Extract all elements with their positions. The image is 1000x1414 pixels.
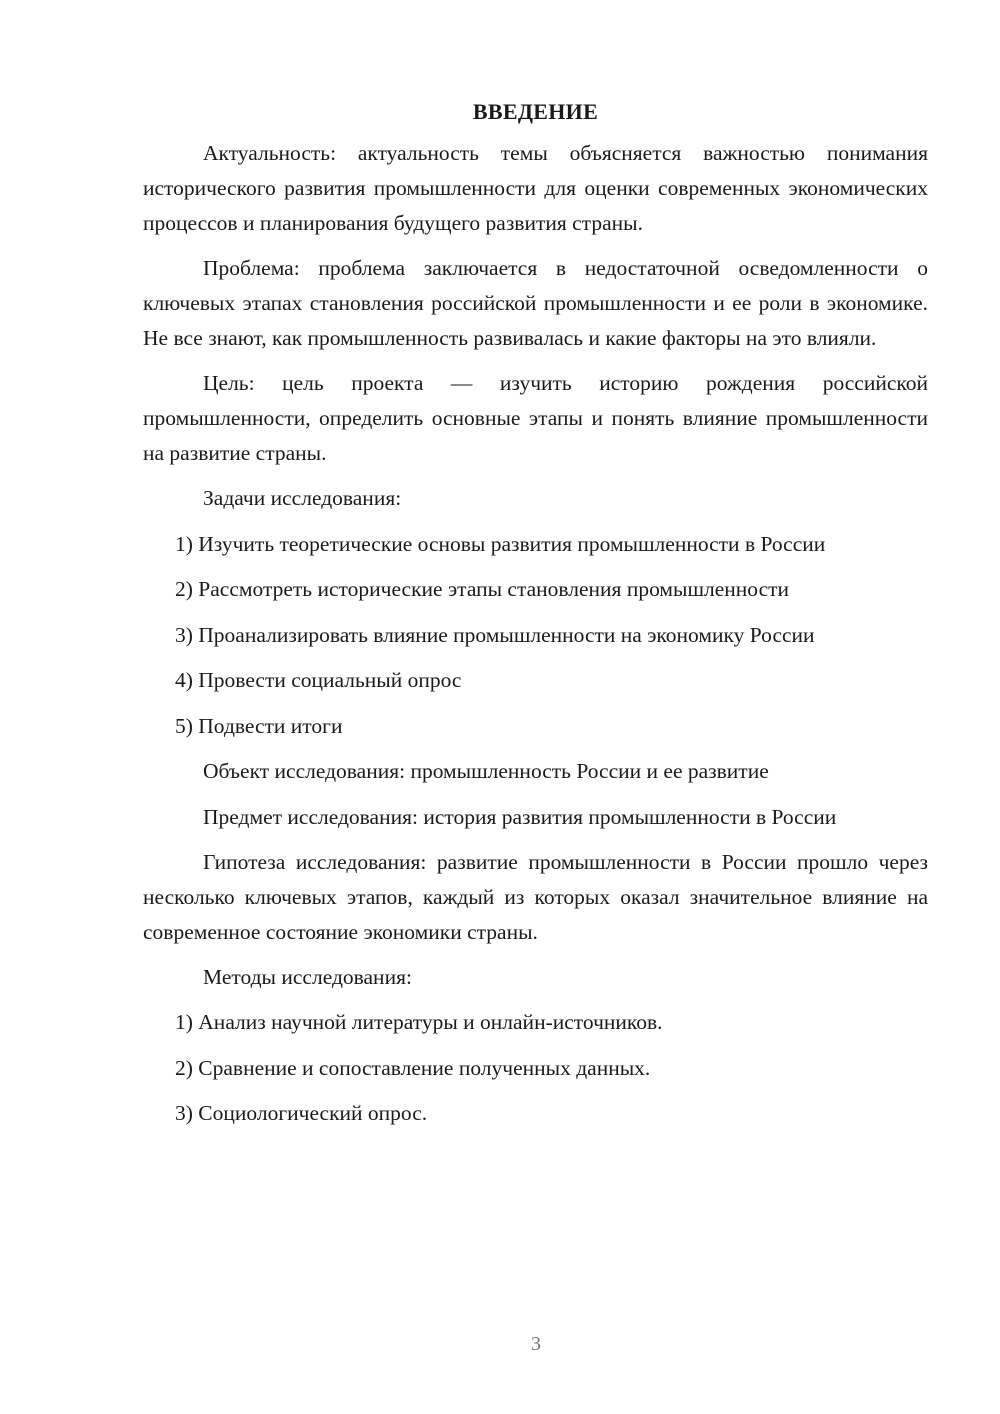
list-item: 3) Социологический опрос. — [175, 1101, 428, 1125]
research-hypothesis: Гипотеза исследования: развитие промышленности в России прошло через несколько ключевых этапов, каждый из которых оказал значительное влияние на современное состояние экономики страны. — [143, 849, 928, 944]
page-title: ВВЕДЕНИЕ — [472, 99, 599, 124]
list-item: 4) Провести социальный опрос — [175, 668, 462, 692]
list-item: 1) Анализ научной литературы и онлайн-источников. — [175, 1010, 663, 1034]
list-item: 2) Рассмотреть исторические этапы становления промышленности — [175, 577, 790, 601]
methods-heading: Методы исследования: — [203, 964, 412, 989]
relevance-paragraph: Актуальность: актуальность темы объясняется важностью понимания исторического развития промышленности для оценки современных экономических процессов и планирования будущего развития страны. — [143, 141, 928, 235]
research-object: Объект исследования: промышленность России и ее развитие — [203, 759, 769, 783]
research-subject: Предмет исследования: история развития промышленности в России — [203, 804, 837, 829]
list-item: 1) Изучить теоретические основы развития промышленности в России — [175, 531, 826, 556]
list-item: 5) Подвести итоги — [175, 713, 343, 738]
methods-list — [143, 1005, 928, 1131]
document-page — [143, 90, 928, 1142]
page-number: 3 — [531, 1333, 541, 1355]
goal-paragraph: Цель: цель проекта — изучить историю рождения российской промышленности, определить основные этапы и понять влияние промышленности на развитие страны. — [143, 371, 928, 465]
list-item: 2) Сравнение и сопоставление полученных данных. — [175, 1055, 651, 1080]
tasks-heading: Задачи исследования: — [203, 486, 402, 510]
tasks-list — [143, 527, 928, 744]
list-item: 3) Проанализировать влияние промышленности на экономику России — [175, 622, 815, 647]
problem-paragraph: Проблема: проблема заключается в недостаточной осведомленности о ключевых этапах становления российской промышленности и ее роли в экономике. Не все знают, как промышленность развивалась и какие факторы на это влияли. — [143, 256, 928, 350]
